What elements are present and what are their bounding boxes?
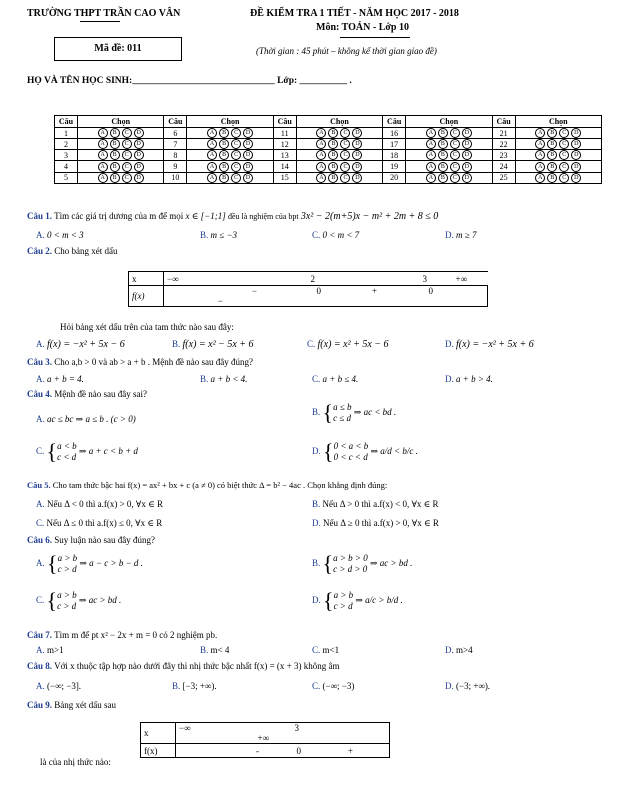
subject: Môn: TOÁN - Lớp 10: [316, 22, 409, 33]
answer-bubble-a[interactable]: A: [207, 150, 217, 160]
answer-bubble-d[interactable]: D: [352, 150, 362, 160]
answer-bubble-b[interactable]: B: [328, 128, 338, 138]
question-number: 16: [383, 128, 406, 139]
answer-bubble-d[interactable]: D: [243, 128, 253, 138]
answer-bubble-b[interactable]: B: [110, 128, 120, 138]
answer-bubble-d[interactable]: D: [243, 162, 253, 172]
answer-bubble-a[interactable]: A: [316, 139, 326, 149]
answer-bubble-a[interactable]: A: [426, 150, 436, 160]
answer-bubble-c[interactable]: C: [122, 162, 132, 172]
q3-option-d[interactable]: D. a + b > 4.: [445, 374, 493, 384]
answer-bubble-c[interactable]: C: [340, 162, 350, 172]
q2-option-a[interactable]: A. f(x) = −x² + 5x − 6: [36, 339, 125, 350]
answer-bubble-a[interactable]: A: [426, 173, 436, 183]
q6-option-c[interactable]: C. {a > b c > d ⇒ ac > bd .: [36, 588, 122, 613]
answer-choices: [78, 150, 164, 161]
answer-bubble-c[interactable]: C: [559, 162, 569, 172]
answer-choices: [78, 128, 164, 139]
answer-bubble-c[interactable]: C: [340, 173, 350, 183]
answer-bubble-d[interactable]: D: [243, 173, 253, 183]
q2-option-d[interactable]: D. f(x) = −x² + 5x + 6: [445, 339, 534, 350]
answer-bubble-b[interactable]: B: [438, 128, 448, 138]
q6-option-b[interactable]: B. {a > b > 0 c > d > 0 ⇒ ac > bd .: [312, 551, 413, 576]
answer-bubble-c[interactable]: C: [231, 139, 241, 149]
answer-bubble-c[interactable]: C: [122, 128, 132, 138]
q8-option-d[interactable]: D. (−3; +∞).: [445, 681, 491, 691]
answer-sheet-row: [55, 128, 602, 139]
answer-choices: [515, 172, 601, 183]
q1-option-a[interactable]: A. 0 < m < 3: [36, 230, 84, 240]
answer-sheet-row: [55, 150, 602, 161]
answer-choices: [296, 161, 382, 172]
answer-sheet: [54, 115, 602, 184]
question-number: 8: [164, 150, 187, 161]
answer-bubble-b[interactable]: B: [219, 128, 229, 138]
answer-choices: [296, 172, 382, 183]
answer-bubble-a[interactable]: A: [535, 128, 545, 138]
answer-sheet-header-chon: Chọn: [406, 116, 492, 128]
answer-bubble-b[interactable]: B: [547, 139, 557, 149]
answer-bubble-d[interactable]: D: [571, 139, 581, 149]
answer-bubble-a[interactable]: A: [98, 139, 108, 149]
answer-bubble-d[interactable]: D: [462, 150, 472, 160]
answer-bubble-b[interactable]: B: [219, 150, 229, 160]
time-note: (Thời gian : 45 phút – không kể thời gian giao đề): [256, 46, 437, 56]
question-number: 17: [383, 139, 406, 150]
answer-bubble-c[interactable]: C: [559, 128, 569, 138]
answer-bubble-d[interactable]: D: [462, 173, 472, 183]
answer-bubble-c[interactable]: C: [122, 173, 132, 183]
q1-option-b[interactable]: B. m ≤ −3: [200, 230, 238, 240]
q4-option-b[interactable]: B. {a ≤ b c ≤ d ⇒ ac < bd .: [312, 400, 397, 425]
q7-option-b[interactable]: B. m< 4: [200, 645, 230, 655]
question-number: 18: [383, 150, 406, 161]
answer-choices: [406, 150, 492, 161]
answer-bubble-a[interactable]: A: [207, 139, 217, 149]
answer-bubble-b[interactable]: B: [110, 162, 120, 172]
answer-bubble-b[interactable]: B: [219, 162, 229, 172]
answer-bubble-d[interactable]: D: [571, 162, 581, 172]
q6-option-d[interactable]: D. {a > b c > d ⇒ a/c > b/d .: [312, 588, 403, 613]
answer-choices: [296, 128, 382, 139]
answer-bubble-a[interactable]: A: [98, 162, 108, 172]
answer-sheet-row: [55, 172, 602, 183]
answer-choices: [78, 172, 164, 183]
answer-bubble-d[interactable]: D: [243, 139, 253, 149]
answer-bubble-b[interactable]: B: [547, 150, 557, 160]
answer-bubble-a[interactable]: A: [426, 139, 436, 149]
q8-option-b[interactable]: B. [−3; +∞).: [172, 681, 217, 691]
question-9: Câu 9. Bảng xét dấu sau: [27, 700, 116, 710]
answer-bubble-d[interactable]: D: [134, 139, 144, 149]
answer-bubble-d[interactable]: D: [134, 128, 144, 138]
answer-bubble-d[interactable]: D: [134, 173, 144, 183]
answer-bubble-b[interactable]: B: [219, 139, 229, 149]
q2-option-c[interactable]: C. f(x) = x² + 5x − 6: [307, 339, 389, 350]
q4-option-d[interactable]: D. {0 < a < b 0 < c < d ⇒ a/d < b/c .: [312, 439, 418, 464]
q1-option-c[interactable]: C. 0 < m < 7: [312, 230, 360, 240]
q7-option-c[interactable]: C. m<1: [312, 645, 340, 655]
answer-choices: [296, 150, 382, 161]
answer-bubble-c[interactable]: C: [231, 162, 241, 172]
school-name: TRƯỜNG THPT TRẦN CAO VÂN: [27, 8, 181, 19]
answer-bubble-c[interactable]: C: [450, 139, 460, 149]
answer-sheet-row: [55, 139, 602, 150]
q9-footer: là của nhị thức nào:: [40, 757, 111, 767]
answer-choices: [78, 161, 164, 172]
answer-choices: [187, 161, 273, 172]
question-8: Câu 8. Với x thuộc tập hợp nào dưới đây thì nhị thức bậc nhất f(x) = (x + 3) không âm: [27, 661, 340, 671]
answer-bubble-d[interactable]: D: [352, 128, 362, 138]
answer-bubble-b[interactable]: B: [328, 173, 338, 183]
q2-question: Hỏi bảng xét dấu trên của tam thức nào sau đây:: [60, 322, 234, 332]
question-number: 24: [492, 161, 515, 172]
question-number: 25: [492, 172, 515, 183]
question-6: Câu 6. Suy luận nào sau đây đúng?: [27, 535, 155, 545]
exam-code: Mã đề: 011: [54, 37, 182, 61]
answer-bubble-c[interactable]: C: [231, 150, 241, 160]
answer-bubble-c[interactable]: C: [450, 150, 460, 160]
question-number: 3: [55, 150, 78, 161]
q3-option-b[interactable]: B. a + b < 4.: [200, 374, 248, 384]
question-number: 10: [164, 172, 187, 183]
answer-bubble-a[interactable]: A: [207, 162, 217, 172]
answer-bubble-b[interactable]: B: [547, 162, 557, 172]
question-number: 12: [273, 139, 296, 150]
answer-sheet-header-chon: Chọn: [296, 116, 382, 128]
answer-bubble-a[interactable]: A: [98, 173, 108, 183]
answer-bubble-d[interactable]: D: [571, 150, 581, 160]
answer-sheet-header-chon: Chọn: [78, 116, 164, 128]
answer-bubble-a[interactable]: A: [316, 162, 326, 172]
question-number: 2: [55, 139, 78, 150]
divider: [80, 21, 120, 22]
answer-bubble-d[interactable]: D: [134, 150, 144, 160]
answer-bubble-a[interactable]: A: [207, 128, 217, 138]
q3-option-c[interactable]: C. a + b ≤ 4.: [312, 374, 359, 384]
question-number: 11: [273, 128, 296, 139]
answer-bubble-c[interactable]: C: [122, 139, 132, 149]
answer-choices: [515, 150, 601, 161]
q4-option-a[interactable]: A. ac ≤ bc ⇒ a ≤ b . (c > 0): [36, 414, 136, 424]
answer-bubble-c[interactable]: C: [559, 139, 569, 149]
question-number: 21: [492, 128, 515, 139]
answer-sheet-header-cau: Câu: [55, 116, 78, 128]
answer-bubble-a[interactable]: A: [316, 150, 326, 160]
q5-option-b[interactable]: B. Nếu Δ > 0 thì a.f(x) < 0, ∀x ∈ R: [312, 499, 439, 509]
q7-option-a[interactable]: A. m>1: [36, 645, 64, 655]
answer-bubble-b[interactable]: B: [110, 150, 120, 160]
question-5: Câu 5. Cho tam thức bậc hai f(x) = ax² + bx + c (a ≠ 0) có biệt thức Δ = b² − 4ac . Chọn khẳng định đúng:: [27, 480, 388, 490]
question-7: Câu 7. Tìm m để pt x² − 2x + m = 0 có 2 nghiệm pb.: [27, 630, 218, 640]
answer-choices: [515, 128, 601, 139]
answer-choices: [187, 150, 273, 161]
answer-bubble-d[interactable]: D: [243, 150, 253, 160]
q5-option-d[interactable]: D. Nếu Δ ≥ 0 thì a.f(x) > 0, ∀x ∈ R: [312, 518, 439, 528]
q6-option-a[interactable]: A. {a > b c > d ⇒ a − c > b − d .: [36, 551, 143, 576]
question-number: 4: [55, 161, 78, 172]
answer-bubble-a[interactable]: A: [426, 162, 436, 172]
question-number: 9: [164, 161, 187, 172]
answer-bubble-b[interactable]: B: [110, 139, 120, 149]
student-info: HỌ VÀ TÊN HỌC SINH:______________________________ Lớp: __________ .: [27, 76, 352, 86]
answer-bubble-c[interactable]: C: [450, 173, 460, 183]
q5-option-a[interactable]: A. Nếu Δ < 0 thì a.f(x) > 0, ∀x ∈ R: [36, 499, 164, 509]
question-number: 1: [55, 128, 78, 139]
answer-bubble-b[interactable]: B: [328, 150, 338, 160]
answer-bubble-d[interactable]: D: [462, 139, 472, 149]
answer-choices: [406, 128, 492, 139]
question-number: 5: [55, 172, 78, 183]
question-number: 7: [164, 139, 187, 150]
question-number: 19: [383, 161, 406, 172]
q8-option-a[interactable]: A. (−∞; −3].: [36, 681, 82, 691]
answer-bubble-c[interactable]: C: [559, 173, 569, 183]
answer-bubble-c[interactable]: C: [231, 173, 241, 183]
answer-bubble-c[interactable]: C: [340, 128, 350, 138]
question-number: 14: [273, 161, 296, 172]
answer-bubble-d[interactable]: D: [352, 162, 362, 172]
q7-option-d[interactable]: D. m>4: [445, 645, 473, 655]
question-2: Câu 2. Cho bảng xét dấu: [27, 246, 118, 256]
answer-choices: [406, 161, 492, 172]
answer-bubble-b[interactable]: B: [547, 128, 557, 138]
answer-bubble-c[interactable]: C: [340, 139, 350, 149]
question-number: 22: [492, 139, 515, 150]
answer-choices: [78, 139, 164, 150]
answer-bubble-a[interactable]: A: [316, 173, 326, 183]
answer-choices: [187, 128, 273, 139]
question-1: Câu 1. Tìm các giá trị dương của m để mọi x ∈ [−1;1] đều là nghiệm của bpt 3x² − 2(m+5)x − m² + 2m + 8 ≤ 0: [27, 211, 439, 222]
q2-option-b[interactable]: B. f(x) = x² − 5x + 6: [172, 339, 254, 350]
answer-choices: [296, 139, 382, 150]
answer-sheet-header-cau: Câu: [492, 116, 515, 128]
q8-option-c[interactable]: C. (−∞; −3): [312, 681, 355, 691]
answer-bubble-b[interactable]: B: [328, 162, 338, 172]
q4-option-c[interactable]: C. {a < b c < d ⇒ a + c < b + d: [36, 439, 138, 464]
answer-bubble-a[interactable]: A: [535, 150, 545, 160]
answer-sheet-header-cau: Câu: [164, 116, 187, 128]
answer-bubble-b[interactable]: B: [438, 150, 448, 160]
answer-sheet-header-chon: Chọn: [515, 116, 601, 128]
q1-option-d[interactable]: D. m ≥ 7: [445, 230, 477, 240]
answer-bubble-a[interactable]: A: [98, 128, 108, 138]
answer-bubble-b[interactable]: B: [438, 162, 448, 172]
question-number: 6: [164, 128, 187, 139]
answer-bubble-b[interactable]: B: [547, 173, 557, 183]
answer-bubble-c[interactable]: C: [559, 150, 569, 160]
answer-sheet-header-chon: Chọn: [187, 116, 273, 128]
answer-bubble-c[interactable]: C: [450, 162, 460, 172]
answer-bubble-c[interactable]: C: [340, 150, 350, 160]
answer-choices: [187, 172, 273, 183]
question-number: 23: [492, 150, 515, 161]
answer-sheet-header-cau: Câu: [273, 116, 296, 128]
answer-choices: [187, 139, 273, 150]
answer-bubble-a[interactable]: A: [535, 162, 545, 172]
answer-bubble-b[interactable]: B: [438, 173, 448, 183]
answer-bubble-d[interactable]: D: [571, 173, 581, 183]
answer-choices: [406, 139, 492, 150]
answer-bubble-b[interactable]: B: [328, 139, 338, 149]
question-3: Câu 3. Cho a,b > 0 và ab > a + b . Mệnh đề nào sau đây đúng?: [27, 357, 253, 367]
answer-sheet-header-cau: Câu: [383, 116, 406, 128]
answer-choices: [515, 161, 601, 172]
q2-sign-table: x −∞ 2 3 +∞ f(x) − 0 + 0−: [128, 271, 488, 307]
answer-bubble-d[interactable]: D: [462, 162, 472, 172]
answer-bubble-c[interactable]: C: [450, 128, 460, 138]
divider: [340, 37, 410, 38]
question-4: Câu 4. Mệnh đề nào sau đây sai?: [27, 389, 147, 399]
question-number: 15: [273, 172, 296, 183]
answer-bubble-d[interactable]: D: [462, 128, 472, 138]
answer-bubble-d[interactable]: D: [571, 128, 581, 138]
answer-bubble-c[interactable]: C: [122, 150, 132, 160]
q9-sign-table: x −∞ 3+∞ f(x) - 0 +: [140, 722, 390, 758]
question-number: 20: [383, 172, 406, 183]
answer-bubble-a[interactable]: A: [207, 173, 217, 183]
answer-choices: [515, 139, 601, 150]
answer-bubble-a[interactable]: A: [316, 128, 326, 138]
answer-bubble-a[interactable]: A: [535, 139, 545, 149]
answer-bubble-a[interactable]: A: [535, 173, 545, 183]
answer-choices: [406, 172, 492, 183]
exam-title: ĐỀ KIỂM TRA 1 TIẾT - NĂM HỌC 2017 - 2018: [250, 8, 459, 19]
answer-bubble-b[interactable]: B: [219, 173, 229, 183]
answer-bubble-c[interactable]: C: [231, 128, 241, 138]
answer-bubble-d[interactable]: D: [352, 173, 362, 183]
q5-option-c[interactable]: C. Nếu Δ ≤ 0 thì a.f(x) ≤ 0, ∀x ∈ R: [36, 518, 163, 528]
answer-sheet-row: [55, 161, 602, 172]
answer-bubble-a[interactable]: A: [98, 150, 108, 160]
answer-bubble-a[interactable]: A: [426, 128, 436, 138]
answer-bubble-d[interactable]: D: [352, 139, 362, 149]
answer-bubble-d[interactable]: D: [134, 162, 144, 172]
answer-bubble-b[interactable]: B: [438, 139, 448, 149]
q3-option-a[interactable]: A. a + b = 4.: [36, 374, 84, 384]
answer-bubble-b[interactable]: B: [110, 173, 120, 183]
question-number: 13: [273, 150, 296, 161]
